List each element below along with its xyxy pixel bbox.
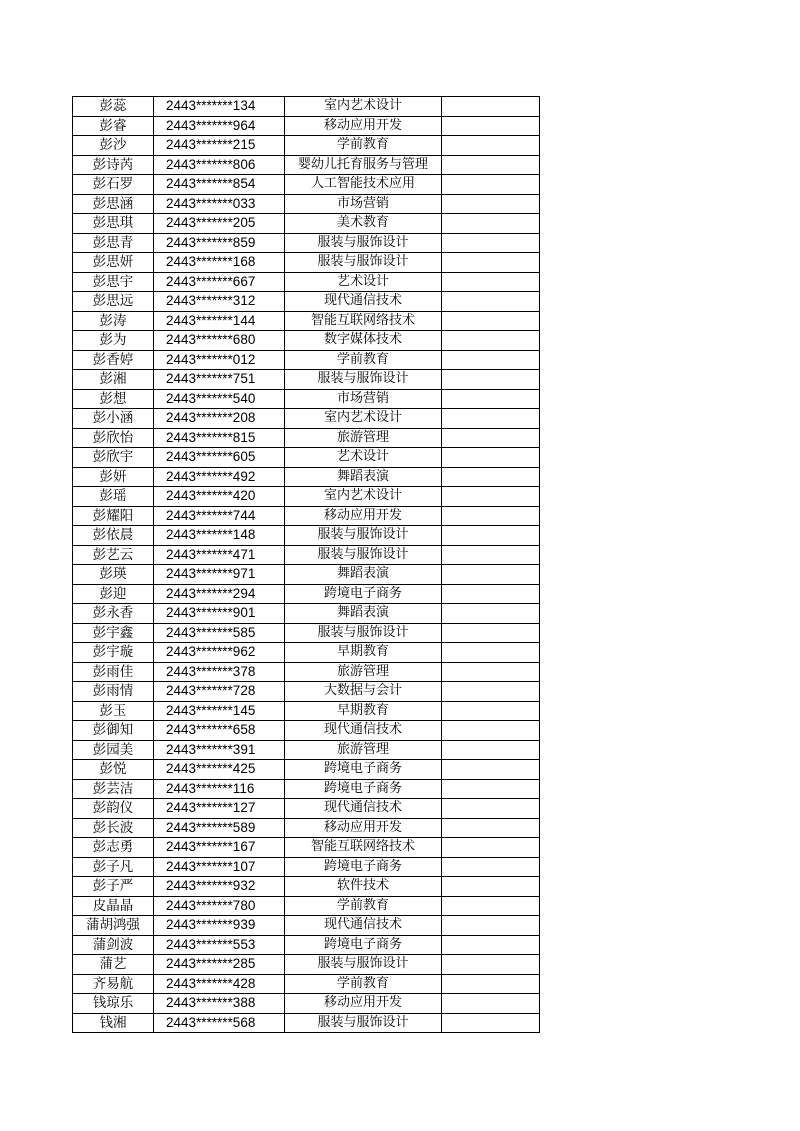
major-cell: 舞蹈表演: [285, 565, 442, 585]
table-row: [73, 662, 540, 682]
blank-cell: [442, 136, 540, 156]
table-row: [73, 1013, 540, 1033]
student-name-cell: 蒲艺: [73, 955, 154, 975]
table-row: [73, 896, 540, 916]
major-cell: 服装与服饰设计: [285, 1013, 442, 1033]
table-row: [73, 214, 540, 234]
major-cell: 婴幼儿托育服务与管理: [285, 155, 442, 175]
student-id-cell: 2443*******205: [154, 214, 285, 234]
student-id-cell: 2443*******806: [154, 155, 285, 175]
student-name-cell: 彭香婷: [73, 350, 154, 370]
blank-cell: [442, 409, 540, 429]
table-row: [73, 428, 540, 448]
table-row: [73, 448, 540, 468]
student-name-cell: 彭睿: [73, 116, 154, 136]
major-cell: 跨境电子商务: [285, 857, 442, 877]
blank-cell: [442, 877, 540, 897]
major-cell: 服装与服饰设计: [285, 233, 442, 253]
blank-cell: [442, 896, 540, 916]
student-name-cell: 彭园美: [73, 740, 154, 760]
table-row: [73, 643, 540, 663]
table-row: [73, 799, 540, 819]
blank-cell: [442, 955, 540, 975]
blank-cell: [442, 545, 540, 565]
student-name-cell: 彭沙: [73, 136, 154, 156]
table-row: [73, 370, 540, 390]
student-id-cell: 2443*******901: [154, 604, 285, 624]
student-name-cell: 彭涛: [73, 311, 154, 331]
student-id-cell: 2443*******964: [154, 116, 285, 136]
student-id-cell: 2443*******428: [154, 974, 285, 994]
table-row: [73, 136, 540, 156]
student-name-cell: 彭为: [73, 331, 154, 351]
student-name-cell: 彭思青: [73, 233, 154, 253]
table-row: [73, 760, 540, 780]
student-id-cell: 2443*******815: [154, 428, 285, 448]
table-row: [73, 779, 540, 799]
table-row: [73, 155, 540, 175]
blank-cell: [442, 487, 540, 507]
table-row: [73, 175, 540, 195]
student-id-cell: 2443*******215: [154, 136, 285, 156]
table-row: [73, 955, 540, 975]
blank-cell: [442, 760, 540, 780]
table-row: [73, 701, 540, 721]
blank-cell: [442, 370, 540, 390]
major-cell: 移动应用开发: [285, 506, 442, 526]
blank-cell: [442, 584, 540, 604]
blank-cell: [442, 214, 540, 234]
table-row: [73, 116, 540, 136]
major-cell: 学前教育: [285, 136, 442, 156]
major-cell: 跨境电子商务: [285, 935, 442, 955]
student-table-body: [73, 97, 540, 1033]
student-id-cell: 2443*******116: [154, 779, 285, 799]
blank-cell: [442, 662, 540, 682]
table-row: [73, 916, 540, 936]
blank-cell: [442, 116, 540, 136]
student-name-cell: 钱琼乐: [73, 994, 154, 1014]
blank-cell: [442, 253, 540, 273]
major-cell: 跨境电子商务: [285, 779, 442, 799]
major-cell: 服装与服饰设计: [285, 623, 442, 643]
student-name-cell: 彭欣宇: [73, 448, 154, 468]
major-cell: 室内艺术设计: [285, 409, 442, 429]
table-row: [73, 311, 540, 331]
student-id-cell: 2443*******589: [154, 818, 285, 838]
student-id-cell: 2443*******167: [154, 838, 285, 858]
table-row: [73, 97, 540, 117]
major-cell: 现代通信技术: [285, 721, 442, 741]
blank-cell: [442, 428, 540, 448]
student-name-cell: 彭宇鑫: [73, 623, 154, 643]
student-id-cell: 2443*******107: [154, 857, 285, 877]
major-cell: 数字媒体技术: [285, 331, 442, 351]
student-id-cell: 2443*******728: [154, 682, 285, 702]
table-row: [73, 253, 540, 273]
student-id-cell: 2443*******144: [154, 311, 285, 331]
blank-cell: [442, 97, 540, 117]
student-id-cell: 2443*******854: [154, 175, 285, 195]
blank-cell: [442, 682, 540, 702]
major-cell: 服装与服饰设计: [285, 370, 442, 390]
student-name-cell: 彭子严: [73, 877, 154, 897]
student-name-cell: 彭思宇: [73, 272, 154, 292]
major-cell: 学前教育: [285, 896, 442, 916]
student-name-cell: 彭芸洁: [73, 779, 154, 799]
student-id-cell: 2443*******012: [154, 350, 285, 370]
major-cell: 艺术设计: [285, 272, 442, 292]
major-cell: 室内艺术设计: [285, 487, 442, 507]
major-cell: 学前教育: [285, 974, 442, 994]
student-id-cell: 2443*******134: [154, 97, 285, 117]
student-id-cell: 2443*******744: [154, 506, 285, 526]
student-table: [72, 96, 540, 1033]
student-id-cell: 2443*******751: [154, 370, 285, 390]
table-row: [73, 838, 540, 858]
student-name-cell: 彭耀阳: [73, 506, 154, 526]
major-cell: 早期教育: [285, 643, 442, 663]
blank-cell: [442, 175, 540, 195]
major-cell: 服装与服饰设计: [285, 526, 442, 546]
major-cell: 跨境电子商务: [285, 584, 442, 604]
student-id-cell: 2443*******553: [154, 935, 285, 955]
student-name-cell: 彭思妍: [73, 253, 154, 273]
student-id-cell: 2443*******971: [154, 565, 285, 585]
table-row: [73, 721, 540, 741]
table-row: [73, 565, 540, 585]
student-name-cell: 彭妍: [73, 467, 154, 487]
table-row: [73, 584, 540, 604]
blank-cell: [442, 916, 540, 936]
student-id-cell: 2443*******168: [154, 253, 285, 273]
student-name-cell: 彭瑶: [73, 487, 154, 507]
student-id-cell: 2443*******667: [154, 272, 285, 292]
student-name-cell: 彭诗芮: [73, 155, 154, 175]
major-cell: 舞蹈表演: [285, 604, 442, 624]
student-id-cell: 2443*******540: [154, 389, 285, 409]
student-id-cell: 2443*******932: [154, 877, 285, 897]
blank-cell: [442, 935, 540, 955]
table-row: [73, 935, 540, 955]
student-id-cell: 2443*******285: [154, 955, 285, 975]
blank-cell: [442, 155, 540, 175]
blank-cell: [442, 448, 540, 468]
student-id-cell: 2443*******939: [154, 916, 285, 936]
major-cell: 跨境电子商务: [285, 760, 442, 780]
blank-cell: [442, 623, 540, 643]
student-id-cell: 2443*******391: [154, 740, 285, 760]
student-name-cell: 彭雨佳: [73, 662, 154, 682]
table-row: [73, 233, 540, 253]
major-cell: 学前教育: [285, 350, 442, 370]
table-row: [73, 506, 540, 526]
student-name-cell: 彭长波: [73, 818, 154, 838]
major-cell: 现代通信技术: [285, 799, 442, 819]
major-cell: 市场营销: [285, 389, 442, 409]
student-id-cell: 2443*******388: [154, 994, 285, 1014]
student-id-cell: 2443*******605: [154, 448, 285, 468]
table-row: [73, 331, 540, 351]
student-name-cell: 彭思涵: [73, 194, 154, 214]
blank-cell: [442, 994, 540, 1014]
major-cell: 服装与服饰设计: [285, 545, 442, 565]
student-id-cell: 2443*******148: [154, 526, 285, 546]
student-id-cell: 2443*******568: [154, 1013, 285, 1033]
student-id-cell: 2443*******294: [154, 584, 285, 604]
student-id-cell: 2443*******378: [154, 662, 285, 682]
major-cell: 美术教育: [285, 214, 442, 234]
table-row: [73, 467, 540, 487]
student-id-cell: 2443*******780: [154, 896, 285, 916]
student-name-cell: 彭依晨: [73, 526, 154, 546]
table-row: [73, 194, 540, 214]
student-name-cell: 彭悦: [73, 760, 154, 780]
table-row: [73, 857, 540, 877]
table-row: [73, 526, 540, 546]
table-row: [73, 389, 540, 409]
major-cell: 移动应用开发: [285, 116, 442, 136]
major-cell: 移动应用开发: [285, 994, 442, 1014]
table-row: [73, 487, 540, 507]
blank-cell: [442, 233, 540, 253]
student-name-cell: 彭韵仪: [73, 799, 154, 819]
blank-cell: [442, 740, 540, 760]
table-row: [73, 682, 540, 702]
student-name-cell: 彭湘: [73, 370, 154, 390]
student-id-cell: 2443*******127: [154, 799, 285, 819]
student-id-cell: 2443*******145: [154, 701, 285, 721]
major-cell: 艺术设计: [285, 448, 442, 468]
blank-cell: [442, 467, 540, 487]
student-name-cell: 钱湘: [73, 1013, 154, 1033]
table-row: [73, 545, 540, 565]
student-id-cell: 2443*******420: [154, 487, 285, 507]
student-name-cell: 彭志勇: [73, 838, 154, 858]
major-cell: 旅游管理: [285, 740, 442, 760]
blank-cell: [442, 331, 540, 351]
student-name-cell: 彭子凡: [73, 857, 154, 877]
blank-cell: [442, 838, 540, 858]
student-name-cell: 彭艺云: [73, 545, 154, 565]
blank-cell: [442, 565, 540, 585]
table-row: [73, 994, 540, 1014]
student-name-cell: 齐易航: [73, 974, 154, 994]
student-id-cell: 2443*******033: [154, 194, 285, 214]
blank-cell: [442, 272, 540, 292]
blank-cell: [442, 974, 540, 994]
student-name-cell: 彭玉: [73, 701, 154, 721]
blank-cell: [442, 857, 540, 877]
blank-cell: [442, 604, 540, 624]
student-id-cell: 2443*******585: [154, 623, 285, 643]
blank-cell: [442, 818, 540, 838]
major-cell: 舞蹈表演: [285, 467, 442, 487]
major-cell: 服装与服饰设计: [285, 253, 442, 273]
major-cell: 大数据与会计: [285, 682, 442, 702]
student-name-cell: 彭石罗: [73, 175, 154, 195]
table-row: [73, 409, 540, 429]
student-id-cell: 2443*******658: [154, 721, 285, 741]
student-name-cell: 蒲剑波: [73, 935, 154, 955]
student-id-cell: 2443*******312: [154, 292, 285, 312]
blank-cell: [442, 779, 540, 799]
student-id-cell: 2443*******680: [154, 331, 285, 351]
student-name-cell: 彭蕊: [73, 97, 154, 117]
blank-cell: [442, 292, 540, 312]
major-cell: 旅游管理: [285, 428, 442, 448]
blank-cell: [442, 194, 540, 214]
student-id-cell: 2443*******962: [154, 643, 285, 663]
student-id-cell: 2443*******471: [154, 545, 285, 565]
major-cell: 现代通信技术: [285, 916, 442, 936]
major-cell: 智能互联网络技术: [285, 838, 442, 858]
student-id-cell: 2443*******492: [154, 467, 285, 487]
student-name-cell: 彭思琪: [73, 214, 154, 234]
student-name-cell: 彭御知: [73, 721, 154, 741]
student-name-cell: 蒲胡鸿强: [73, 916, 154, 936]
table-row: [73, 292, 540, 312]
major-cell: 现代通信技术: [285, 292, 442, 312]
student-id-cell: 2443*******859: [154, 233, 285, 253]
blank-cell: [442, 311, 540, 331]
blank-cell: [442, 350, 540, 370]
major-cell: 人工智能技术应用: [285, 175, 442, 195]
student-name-cell: 彭迎: [73, 584, 154, 604]
student-name-cell: 彭瑛: [73, 565, 154, 585]
table-row: [73, 877, 540, 897]
student-name-cell: 彭宇璇: [73, 643, 154, 663]
table-row: [73, 818, 540, 838]
major-cell: 智能互联网络技术: [285, 311, 442, 331]
major-cell: 市场营销: [285, 194, 442, 214]
student-name-cell: 皮晶晶: [73, 896, 154, 916]
student-name-cell: 彭想: [73, 389, 154, 409]
blank-cell: [442, 389, 540, 409]
major-cell: 早期教育: [285, 701, 442, 721]
blank-cell: [442, 721, 540, 741]
major-cell: 旅游管理: [285, 662, 442, 682]
student-name-cell: 彭思远: [73, 292, 154, 312]
student-name-cell: 彭欣怡: [73, 428, 154, 448]
table-row: [73, 623, 540, 643]
student-name-cell: 彭小涵: [73, 409, 154, 429]
table-row: [73, 604, 540, 624]
table-row: [73, 272, 540, 292]
blank-cell: [442, 526, 540, 546]
student-name-cell: 彭永香: [73, 604, 154, 624]
major-cell: 软件技术: [285, 877, 442, 897]
blank-cell: [442, 701, 540, 721]
table-row: [73, 740, 540, 760]
blank-cell: [442, 799, 540, 819]
table-row: [73, 974, 540, 994]
blank-cell: [442, 506, 540, 526]
student-name-cell: 彭雨情: [73, 682, 154, 702]
major-cell: 移动应用开发: [285, 818, 442, 838]
student-id-cell: 2443*******425: [154, 760, 285, 780]
student-id-cell: 2443*******208: [154, 409, 285, 429]
major-cell: 室内艺术设计: [285, 97, 442, 117]
blank-cell: [442, 1013, 540, 1033]
major-cell: 服装与服饰设计: [285, 955, 442, 975]
table-row: [73, 350, 540, 370]
blank-cell: [442, 643, 540, 663]
